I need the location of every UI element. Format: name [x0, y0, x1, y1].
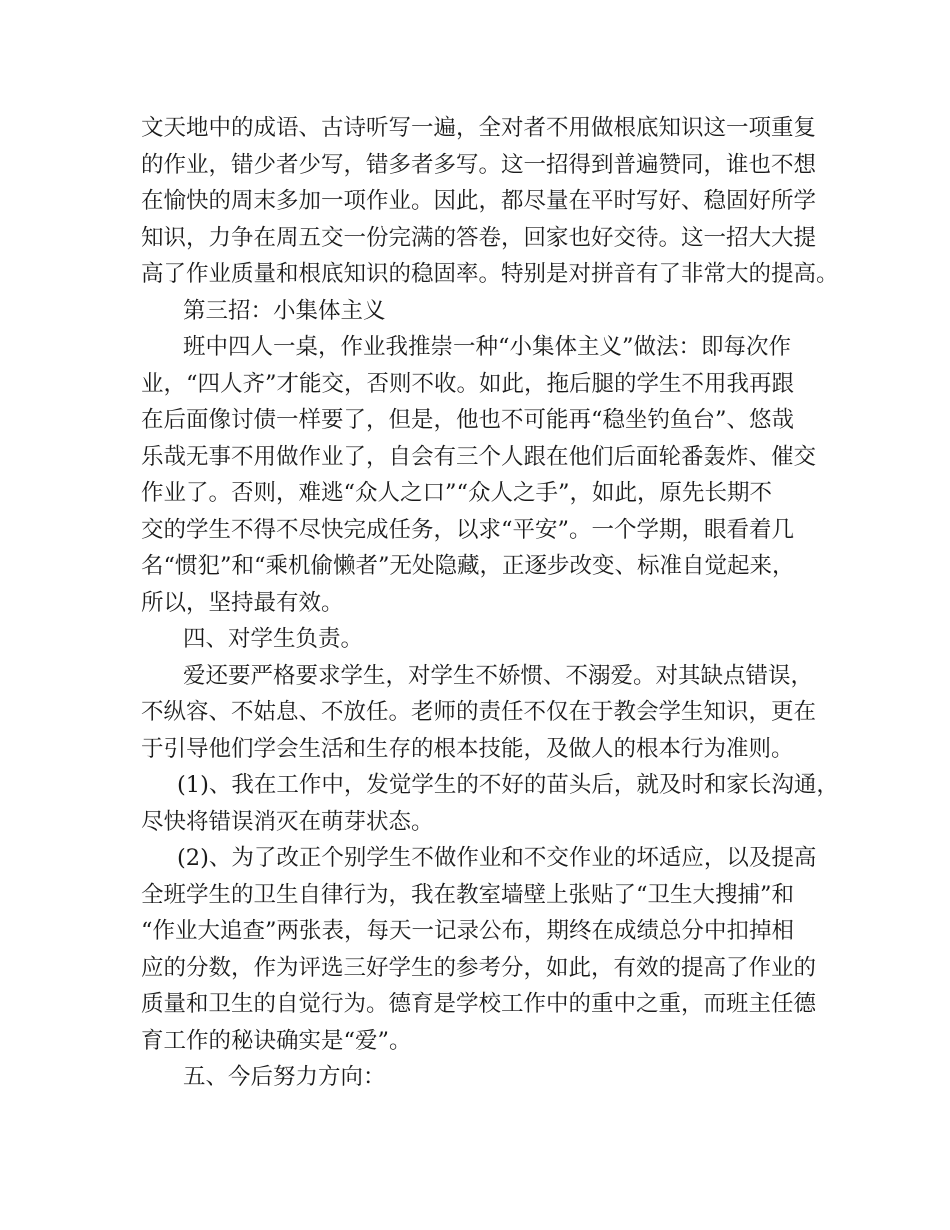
text-line: 尽快将错误消灭在萌芽状态。 — [141, 808, 434, 835]
text-line: (1)、我在工作中，发觉学生的不好的苗头后，就及时和家长沟通， — [177, 772, 839, 798]
text-line: 爱还要严格要求学生，对学生不娇惯、不溺爱。对其缺点错误， — [183, 662, 814, 689]
text-line: (2)、为了改正个别学生不做作业和不交作业的坏适应，以及提高 — [177, 845, 817, 871]
text-line: 交的学生不得不尽快完成任务，以求“平安”。一个学期，眼看着几 — [141, 516, 795, 543]
text-line: 作业了。否则，难逃“众人之口”“众人之手”，如此，原先长期不 — [141, 480, 773, 506]
text-line: 班中四人一桌，作业我推崇一种“小集体主义”做法：即每次作 — [183, 334, 792, 360]
text-line: 五、今后努力方向： — [183, 1064, 386, 1090]
text-line: 应的分数，作为评选三好学生的参考分，如此，有效的提高了作业的 — [141, 954, 817, 981]
paragraph-small-collective — [141, 329, 821, 621]
text-line: 于引导他们学会生活和生存的根本技能，及做人的根本行为准则。 — [141, 735, 794, 762]
text-line: 育工作的秘诀确实是“爱”。 — [141, 1027, 412, 1054]
text-line: 不纵容、不姑息、不放任。老师的责任不仅在于教会学生知识，更在 — [141, 699, 817, 725]
text-line: “作业大追查”两张表，每天一记录公布，期终在成绩总分中扣掉相 — [141, 918, 795, 944]
text-line: 业，“四人齐”才能交，否则不收。如此，拖后腿的学生不用我再跟 — [141, 370, 795, 397]
paragraph-item-1 — [141, 767, 839, 840]
text-line: 第三招：小集体主义 — [183, 297, 386, 324]
heading-section-five — [141, 1059, 821, 1096]
heading-third-trick — [141, 293, 821, 330]
text-line: 名“惯犯”和“乘机偷懒者”无处隐藏，正逐步改变、标准自觉起来， — [141, 553, 795, 579]
text-line: 质量和卫生的自觉行为。德育是学校工作中的重中之重，而班主任德 — [141, 991, 817, 1017]
text-line: 乐哉无事不用做作业了，自会有三个人跟在他们后面轮番轰炸、催交 — [141, 443, 817, 470]
text-line: 全班学生的卫生自律行为，我在教室墙壁上张贴了“卫生大搜捕”和 — [141, 881, 795, 908]
paragraph-homework-continuation — [141, 110, 839, 293]
heading-section-four — [141, 621, 821, 658]
text-line: 知识，力争在周五交一份完满的答卷，回家也好交待。这一招大大提 — [141, 224, 817, 251]
text-line: 在后面像讨债一样要了，但是，他也不可能再“稳坐钓鱼台”、悠哉 — [141, 407, 795, 433]
text-line: 高了作业质量和根底知识的稳固率。特别是对拼音有了非常大的提高。 — [141, 261, 839, 287]
text-line: 四、对学生负责。 — [183, 626, 364, 652]
paragraph-strict-love — [141, 658, 821, 768]
text-line: 的作业，错少者少写，错多者多写。这一招得到普遍赞同，谁也不想 — [141, 151, 817, 178]
text-line: 文天地中的成语、古诗听写一遍，全对者不用做根底知识这一项重复 — [141, 115, 817, 141]
document-page — [141, 110, 839, 1096]
text-line: 在愉快的周末多加一项作业。因此，都尽量在平时写好、稳固好所学 — [141, 188, 817, 214]
text-line: 所以，坚持最有效。 — [141, 589, 344, 616]
paragraph-item-2 — [141, 840, 821, 1059]
